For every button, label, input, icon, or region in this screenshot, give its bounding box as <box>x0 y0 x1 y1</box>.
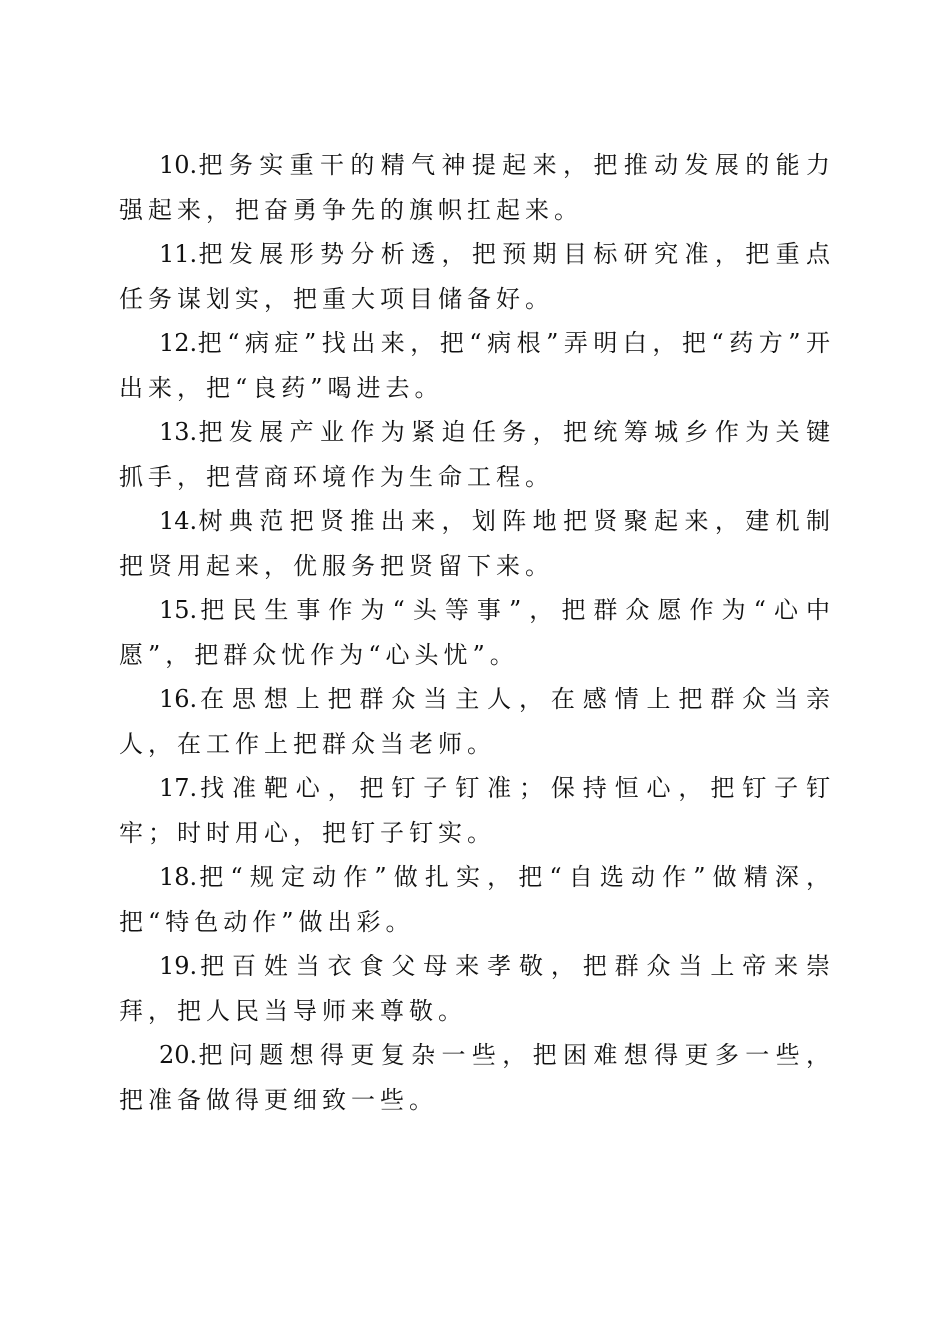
item-text: 把务实重干的精气神提起来，把推动发展的能力强起来，把奋勇争先的旗帜扛起来。 <box>119 151 835 224</box>
list-item <box>119 588 835 677</box>
item-number: 16. <box>159 685 198 713</box>
item-number: 12. <box>159 329 198 357</box>
item-number: 15. <box>159 596 198 624</box>
list-item <box>119 410 835 499</box>
item-number: 17. <box>159 774 198 802</box>
list-item <box>119 143 835 232</box>
list-item <box>119 232 835 321</box>
item-number: 13. <box>159 418 198 446</box>
item-number: 11. <box>159 240 198 268</box>
item-text: 把民生事作为“头等事”，把群众愿作为“心中愿”，把群众忧作为“心头忧”。 <box>119 596 835 669</box>
item-number: 14. <box>159 507 198 535</box>
list-item <box>119 321 835 410</box>
list-item <box>119 944 835 1033</box>
list-item <box>119 1033 835 1122</box>
list-item <box>119 855 835 944</box>
list-item <box>119 499 835 588</box>
item-number: 10. <box>159 151 198 179</box>
item-text: 把发展形势分析透，把预期目标研究准，把重点任务谋划实，把重大项目储备好。 <box>119 240 835 313</box>
item-number: 20. <box>159 1041 198 1069</box>
item-text: 把百姓当衣食父母来孝敬，把群众当上帝来崇拜，把人民当导师来尊敬。 <box>119 952 835 1025</box>
item-text: 把“病症”找出来，把“病根”弄明白，把“药方”开出来，把“良药”喝进去。 <box>119 329 835 402</box>
item-text: 树典范把贤推出来，划阵地把贤聚起来，建机制把贤用起来，优服务把贤留下来。 <box>119 507 835 580</box>
list-item <box>119 677 835 766</box>
item-text: 在思想上把群众当主人，在感情上把群众当亲人，在工作上把群众当老师。 <box>119 685 835 758</box>
item-text: 找准靶心，把钉子钉准；保持恒心，把钉子钉牢；时时用心，把钉子钉实。 <box>119 774 835 847</box>
document-body <box>119 143 835 1122</box>
item-text: 把发展产业作为紧迫任务，把统筹城乡作为关键抓手，把营商环境作为生命工程。 <box>119 418 835 491</box>
item-number: 19. <box>159 952 198 980</box>
item-number: 18. <box>159 863 198 891</box>
item-text: 把“规定动作”做扎实，把“自选动作”做精深，把“特色动作”做出彩。 <box>119 863 835 936</box>
item-text: 把问题想得更复杂一些，把困难想得更多一些，把准备做得更细致一些。 <box>119 1041 835 1114</box>
list-item <box>119 766 835 855</box>
